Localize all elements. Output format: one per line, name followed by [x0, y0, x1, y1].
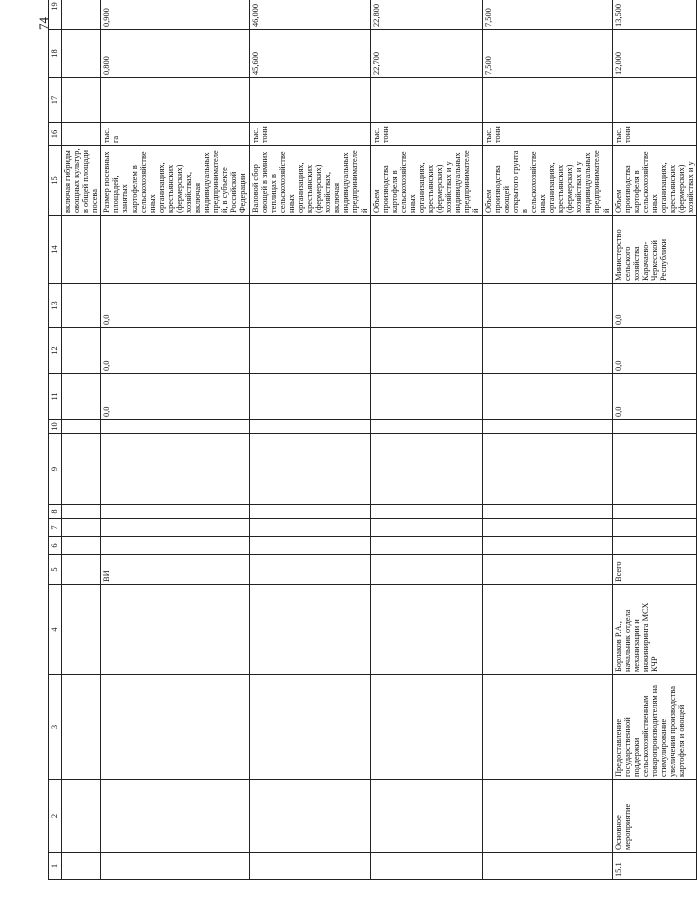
indicator-cell: Размер посевных площадей, занятых картофелем в сельскохозяйственных организациях, крестьянских (фермерских) хозяйствах, включая индивидуальных предпринимателей, в субъекте Российской Федерации [101, 146, 249, 216]
cell [249, 284, 370, 328]
cell [482, 78, 612, 123]
col-header: 6 [49, 537, 62, 555]
value-cell: 0,0 [101, 284, 249, 328]
cell [62, 216, 101, 284]
cell [370, 585, 482, 675]
cell [370, 537, 482, 555]
cell [249, 780, 370, 853]
value-cell: 0,900 [101, 0, 249, 30]
cell [370, 780, 482, 853]
indicator-cell: Объем производства картофеля в сельскохозяйственных организациях, крестьянских (фермерских) хозяйствах и у [612, 146, 697, 216]
source-cell: Всего [612, 555, 697, 585]
cell [249, 585, 370, 675]
cell [249, 853, 370, 880]
col-header: 10 [49, 420, 62, 434]
value-cell: 13,500 [612, 0, 697, 30]
cell [482, 420, 612, 434]
cell [101, 853, 249, 880]
page-number: 74 [36, 17, 51, 30]
event-name-cell: Предоставление государственной поддержки сельскохозяйственным товаропроизводителям на стимулирование увеличения производства картофеля и овощей [612, 675, 697, 780]
cell [62, 537, 101, 555]
cell [101, 519, 249, 537]
cell [101, 434, 249, 505]
value-cell: 0,0 [101, 374, 249, 420]
table-row [101, 0, 249, 880]
executor-cell: Министерство сельского хозяйства Карачаево-Черкесской Республики [612, 216, 697, 284]
cell [62, 780, 101, 853]
col-header: 12 [49, 328, 62, 374]
cell [482, 374, 612, 420]
cell [101, 675, 249, 780]
cell [249, 78, 370, 123]
col-header: 19 [49, 0, 62, 30]
cell [482, 216, 612, 284]
cell [101, 216, 249, 284]
cell [249, 675, 370, 780]
cell [370, 78, 482, 123]
indicator-cell: Валовой сбор овощей в зимних теплицах в сельскохозяйственных организациях, крестьянских (фермерских) хозяйствах, включая индивидуальных предпринимателей [249, 146, 370, 216]
source-cell: ВИ [101, 555, 249, 585]
cell [249, 374, 370, 420]
cell [370, 853, 482, 880]
col-header: 8 [49, 505, 62, 519]
cell [370, 216, 482, 284]
cell [370, 505, 482, 519]
cell [482, 519, 612, 537]
unit-cell: тыс. га [101, 123, 249, 146]
responsible-cell: Борлаков Р.А., начальник отдела механизации и инжиниринга МСХ КЧР [612, 585, 697, 675]
indicator-cell: Объем производства картофеля в сельскохозяйственных организациях, крестьянских (фермерских) хозяйствах и у индивидуальных предпринимателей [370, 146, 482, 216]
cell [62, 284, 101, 328]
cell [370, 434, 482, 505]
cell [101, 585, 249, 675]
cell [370, 519, 482, 537]
cell [101, 78, 249, 123]
cell [249, 519, 370, 537]
cell [482, 555, 612, 585]
table-row [249, 0, 370, 880]
value-cell: 0,0 [101, 328, 249, 374]
col-header: 17 [49, 78, 62, 123]
cell [612, 537, 697, 555]
cell [249, 328, 370, 374]
unit-cell [62, 123, 101, 146]
value-cell: 22,800 [370, 0, 482, 30]
col-header: 3 [49, 675, 62, 780]
cell [482, 328, 612, 374]
value-cell: 45,600 [249, 30, 370, 78]
cell [101, 420, 249, 434]
indicator-cell: включая гибриды овощных культур, в общей площади посева [62, 146, 101, 216]
value-cell: 0,0 [612, 284, 697, 328]
cell [62, 555, 101, 585]
table-row [370, 0, 482, 880]
col-header: 1 [49, 853, 62, 880]
table-row [62, 0, 101, 880]
cell [612, 78, 697, 123]
unit-cell: тыс. тонн [612, 123, 697, 146]
col-header: 18 [49, 30, 62, 78]
value-cell [62, 0, 101, 30]
cell [249, 420, 370, 434]
col-header: 4 [49, 585, 62, 675]
cell [370, 555, 482, 585]
value-cell: 12,000 [612, 30, 697, 78]
cell [62, 374, 101, 420]
cell [249, 555, 370, 585]
unit-cell: тыс. тонн [249, 123, 370, 146]
cell [482, 585, 612, 675]
cell [62, 853, 101, 880]
cell [62, 505, 101, 519]
cell [482, 853, 612, 880]
col-header: 13 [49, 284, 62, 328]
col-header: 15 [49, 146, 62, 216]
cell [370, 328, 482, 374]
cell [101, 780, 249, 853]
cell [482, 675, 612, 780]
cell [62, 78, 101, 123]
value-cell: 7,500 [482, 0, 612, 30]
row-number-cell: 15.1 [612, 853, 697, 880]
value-cell: 46,000 [249, 0, 370, 30]
value-cell: 22,700 [370, 30, 482, 78]
cell [62, 519, 101, 537]
cell [370, 420, 482, 434]
unit-cell: тыс. тонн [482, 123, 612, 146]
table-row [612, 0, 697, 880]
rotated-table-frame [48, 0, 696, 880]
cell [482, 434, 612, 505]
cell [62, 328, 101, 374]
col-header: 11 [49, 374, 62, 420]
cell [482, 780, 612, 853]
cell [249, 434, 370, 505]
cell [612, 505, 697, 519]
value-cell [62, 30, 101, 78]
column-number-row [49, 0, 62, 880]
cell [482, 505, 612, 519]
col-header: 9 [49, 434, 62, 505]
col-header: 2 [49, 780, 62, 853]
col-header: 14 [49, 216, 62, 284]
cell [249, 216, 370, 284]
cell [101, 537, 249, 555]
col-header: 5 [49, 555, 62, 585]
cell [482, 284, 612, 328]
col-header: 7 [49, 519, 62, 537]
col-header: 16 [49, 123, 62, 146]
value-cell: 0,0 [612, 328, 697, 374]
table-row [482, 0, 612, 880]
unit-cell: тыс. тонн [370, 123, 482, 146]
cell [62, 585, 101, 675]
cell [249, 505, 370, 519]
value-cell: 0,800 [101, 30, 249, 78]
indicator-cell: Объем производства овощей открытого грунта в сельскохозяйственных организациях, крестьянских (фермерских) хозяйствах и у индивидуальных предпринимателей [482, 146, 612, 216]
cell [101, 505, 249, 519]
program-table [48, 0, 697, 880]
cell [612, 420, 697, 434]
cell [370, 374, 482, 420]
cell [62, 675, 101, 780]
cell [482, 537, 612, 555]
cell [370, 675, 482, 780]
cell [370, 284, 482, 328]
cell [612, 519, 697, 537]
cell [249, 537, 370, 555]
cell [62, 420, 101, 434]
cell [62, 434, 101, 505]
value-cell: 7,500 [482, 30, 612, 78]
value-cell: 0,0 [612, 374, 697, 420]
event-type-cell: Основное мероприятие [612, 780, 697, 853]
cell [612, 434, 697, 505]
